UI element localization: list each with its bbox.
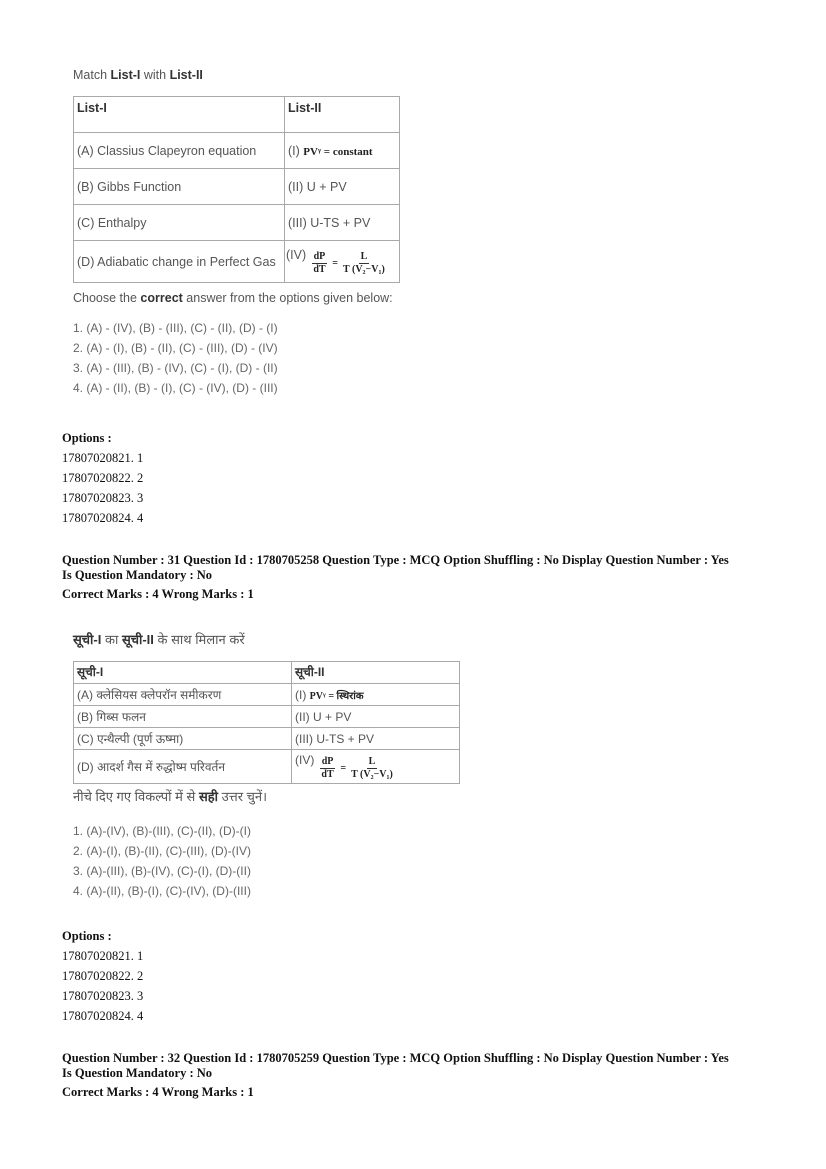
option-item[interactable]: 17807020822. 2 bbox=[62, 969, 144, 983]
options-label: Options : bbox=[62, 929, 112, 943]
table-header-row bbox=[74, 662, 460, 684]
question-image-hindi bbox=[73, 630, 460, 901]
header-list-1: सूची-I bbox=[74, 662, 292, 684]
choose-instruction-hindi: नीचे दिए गए विकल्पों में से सही उत्तर चुनें। bbox=[73, 789, 268, 804]
row-left: (B) Gibbs Function bbox=[74, 169, 285, 205]
option-item[interactable]: 17807020824. 4 bbox=[62, 1009, 144, 1023]
row-right: (III) U-TS + PV bbox=[285, 205, 400, 241]
table-row bbox=[74, 684, 460, 706]
table-row bbox=[74, 750, 460, 784]
table-row bbox=[74, 205, 400, 241]
row-right: (I) PVᵞ = constant bbox=[285, 133, 400, 169]
list-item: 3. (A)-(III), (B)-(IV), (C)-(I), (D)-(II) bbox=[73, 864, 251, 878]
row-left: (D) Adiabatic change in Perfect Gas bbox=[74, 241, 285, 283]
row-left: (A) Classius Clapeyron equation bbox=[74, 133, 285, 169]
match-table bbox=[73, 96, 400, 283]
table-row bbox=[74, 706, 460, 728]
list-item: 4. (A) - (II), (B) - (I), (C) - (IV), (D) - (III) bbox=[73, 381, 278, 395]
clausius-equation: $\frac{dP}{dT}$ = $\frac{L}{\text{T (V₂−V₁)}}$ bbox=[313, 251, 385, 275]
question-meta-31: Question Number : 31 Question Id : 1780705258 Question Type : MCQ Option Shuffling : No Display Question Number : Yes Is Question Mandatory : No Correct Marks : 4 Wrong Marks : 1 bbox=[62, 553, 729, 601]
answer-choices bbox=[73, 318, 400, 398]
row-right: (II) U + PV bbox=[292, 706, 460, 728]
header-list-2: सूची-II bbox=[292, 662, 460, 684]
option-item[interactable]: 17807020822. 2 bbox=[62, 471, 144, 485]
row-right: (II) U + PV bbox=[285, 169, 400, 205]
table-header-row bbox=[74, 97, 400, 133]
list-item: 2. (A)-(I), (B)-(II), (C)-(III), (D)-(IV) bbox=[73, 844, 251, 858]
option-item[interactable]: 17807020823. 3 bbox=[62, 491, 144, 505]
question-meta-32: Question Number : 32 Question Id : 1780705259 Question Type : MCQ Option Shuffling : No Display Question Number : Yes Is Question Mandatory : No Correct Marks : 4 Wrong Marks : 1 bbox=[62, 1051, 729, 1099]
match-table-hindi bbox=[73, 661, 460, 784]
list-item: 1. (A) - (IV), (B) - (III), (C) - (II), (D) - (I) bbox=[73, 321, 278, 335]
question-image-english bbox=[73, 68, 400, 398]
table-row bbox=[74, 728, 460, 750]
row-right: (I) PVᵞ = स्थिरांक bbox=[292, 684, 460, 706]
row-left: (A) क्लेसियस क्लेपरॉन समीकरण bbox=[74, 684, 292, 706]
row-right: (III) U-TS + PV bbox=[292, 728, 460, 750]
option-item[interactable]: 17807020823. 3 bbox=[62, 989, 144, 1003]
row-right: (IV) $\frac{dP}{dT}$ = $\frac{L}{\text{T (V₂−V₁)}}$ bbox=[292, 750, 460, 784]
option-item[interactable]: 17807020821. 1 bbox=[62, 949, 144, 963]
header-list-1: List-I bbox=[74, 97, 285, 133]
header-list-2: List-II bbox=[285, 97, 400, 133]
list-item: 3. (A) - (III), (B) - (IV), (C) - (I), (D) - (II) bbox=[73, 361, 278, 375]
match-instruction-hindi: सूची-I का सूची-II के साथ मिलान करें bbox=[73, 632, 245, 647]
table-row bbox=[74, 133, 400, 169]
match-instruction: Match List-I with List-II bbox=[73, 68, 203, 82]
options-block-1 bbox=[62, 428, 143, 528]
row-left: (D) आदर्श गैस में रुद्धोष्म परिवर्तन bbox=[74, 750, 292, 784]
row-right: (IV) $\frac{dP}{dT}$ = $\frac{L}{\text{T (V₂−V₁)}}$ bbox=[285, 241, 400, 283]
row-left: (C) Enthalpy bbox=[74, 205, 285, 241]
list-item: 2. (A) - (I), (B) - (II), (C) - (III), (D) - (IV) bbox=[73, 341, 278, 355]
answer-choices-hindi bbox=[73, 821, 460, 901]
option-item[interactable]: 17807020824. 4 bbox=[62, 511, 144, 525]
clausius-equation-hindi: $\frac{dP}{dT}$ = $\frac{L}{\text{T (V₂−V₁)}}$ bbox=[321, 756, 393, 780]
option-item[interactable]: 17807020821. 1 bbox=[62, 451, 144, 465]
list-item: 1. (A)-(IV), (B)-(III), (C)-(II), (D)-(I) bbox=[73, 824, 251, 838]
options-label: Options : bbox=[62, 431, 112, 445]
row-left: (C) एन्थैल्पी (पूर्ण ऊष्मा) bbox=[74, 728, 292, 750]
row-left: (B) गिब्स फलन bbox=[74, 706, 292, 728]
list-item: 4. (A)-(II), (B)-(I), (C)-(IV), (D)-(III) bbox=[73, 884, 251, 898]
table-row bbox=[74, 241, 400, 283]
choose-instruction: Choose the correct answer from the options given below: bbox=[73, 291, 393, 305]
options-block-2 bbox=[62, 926, 143, 1026]
table-row bbox=[74, 169, 400, 205]
